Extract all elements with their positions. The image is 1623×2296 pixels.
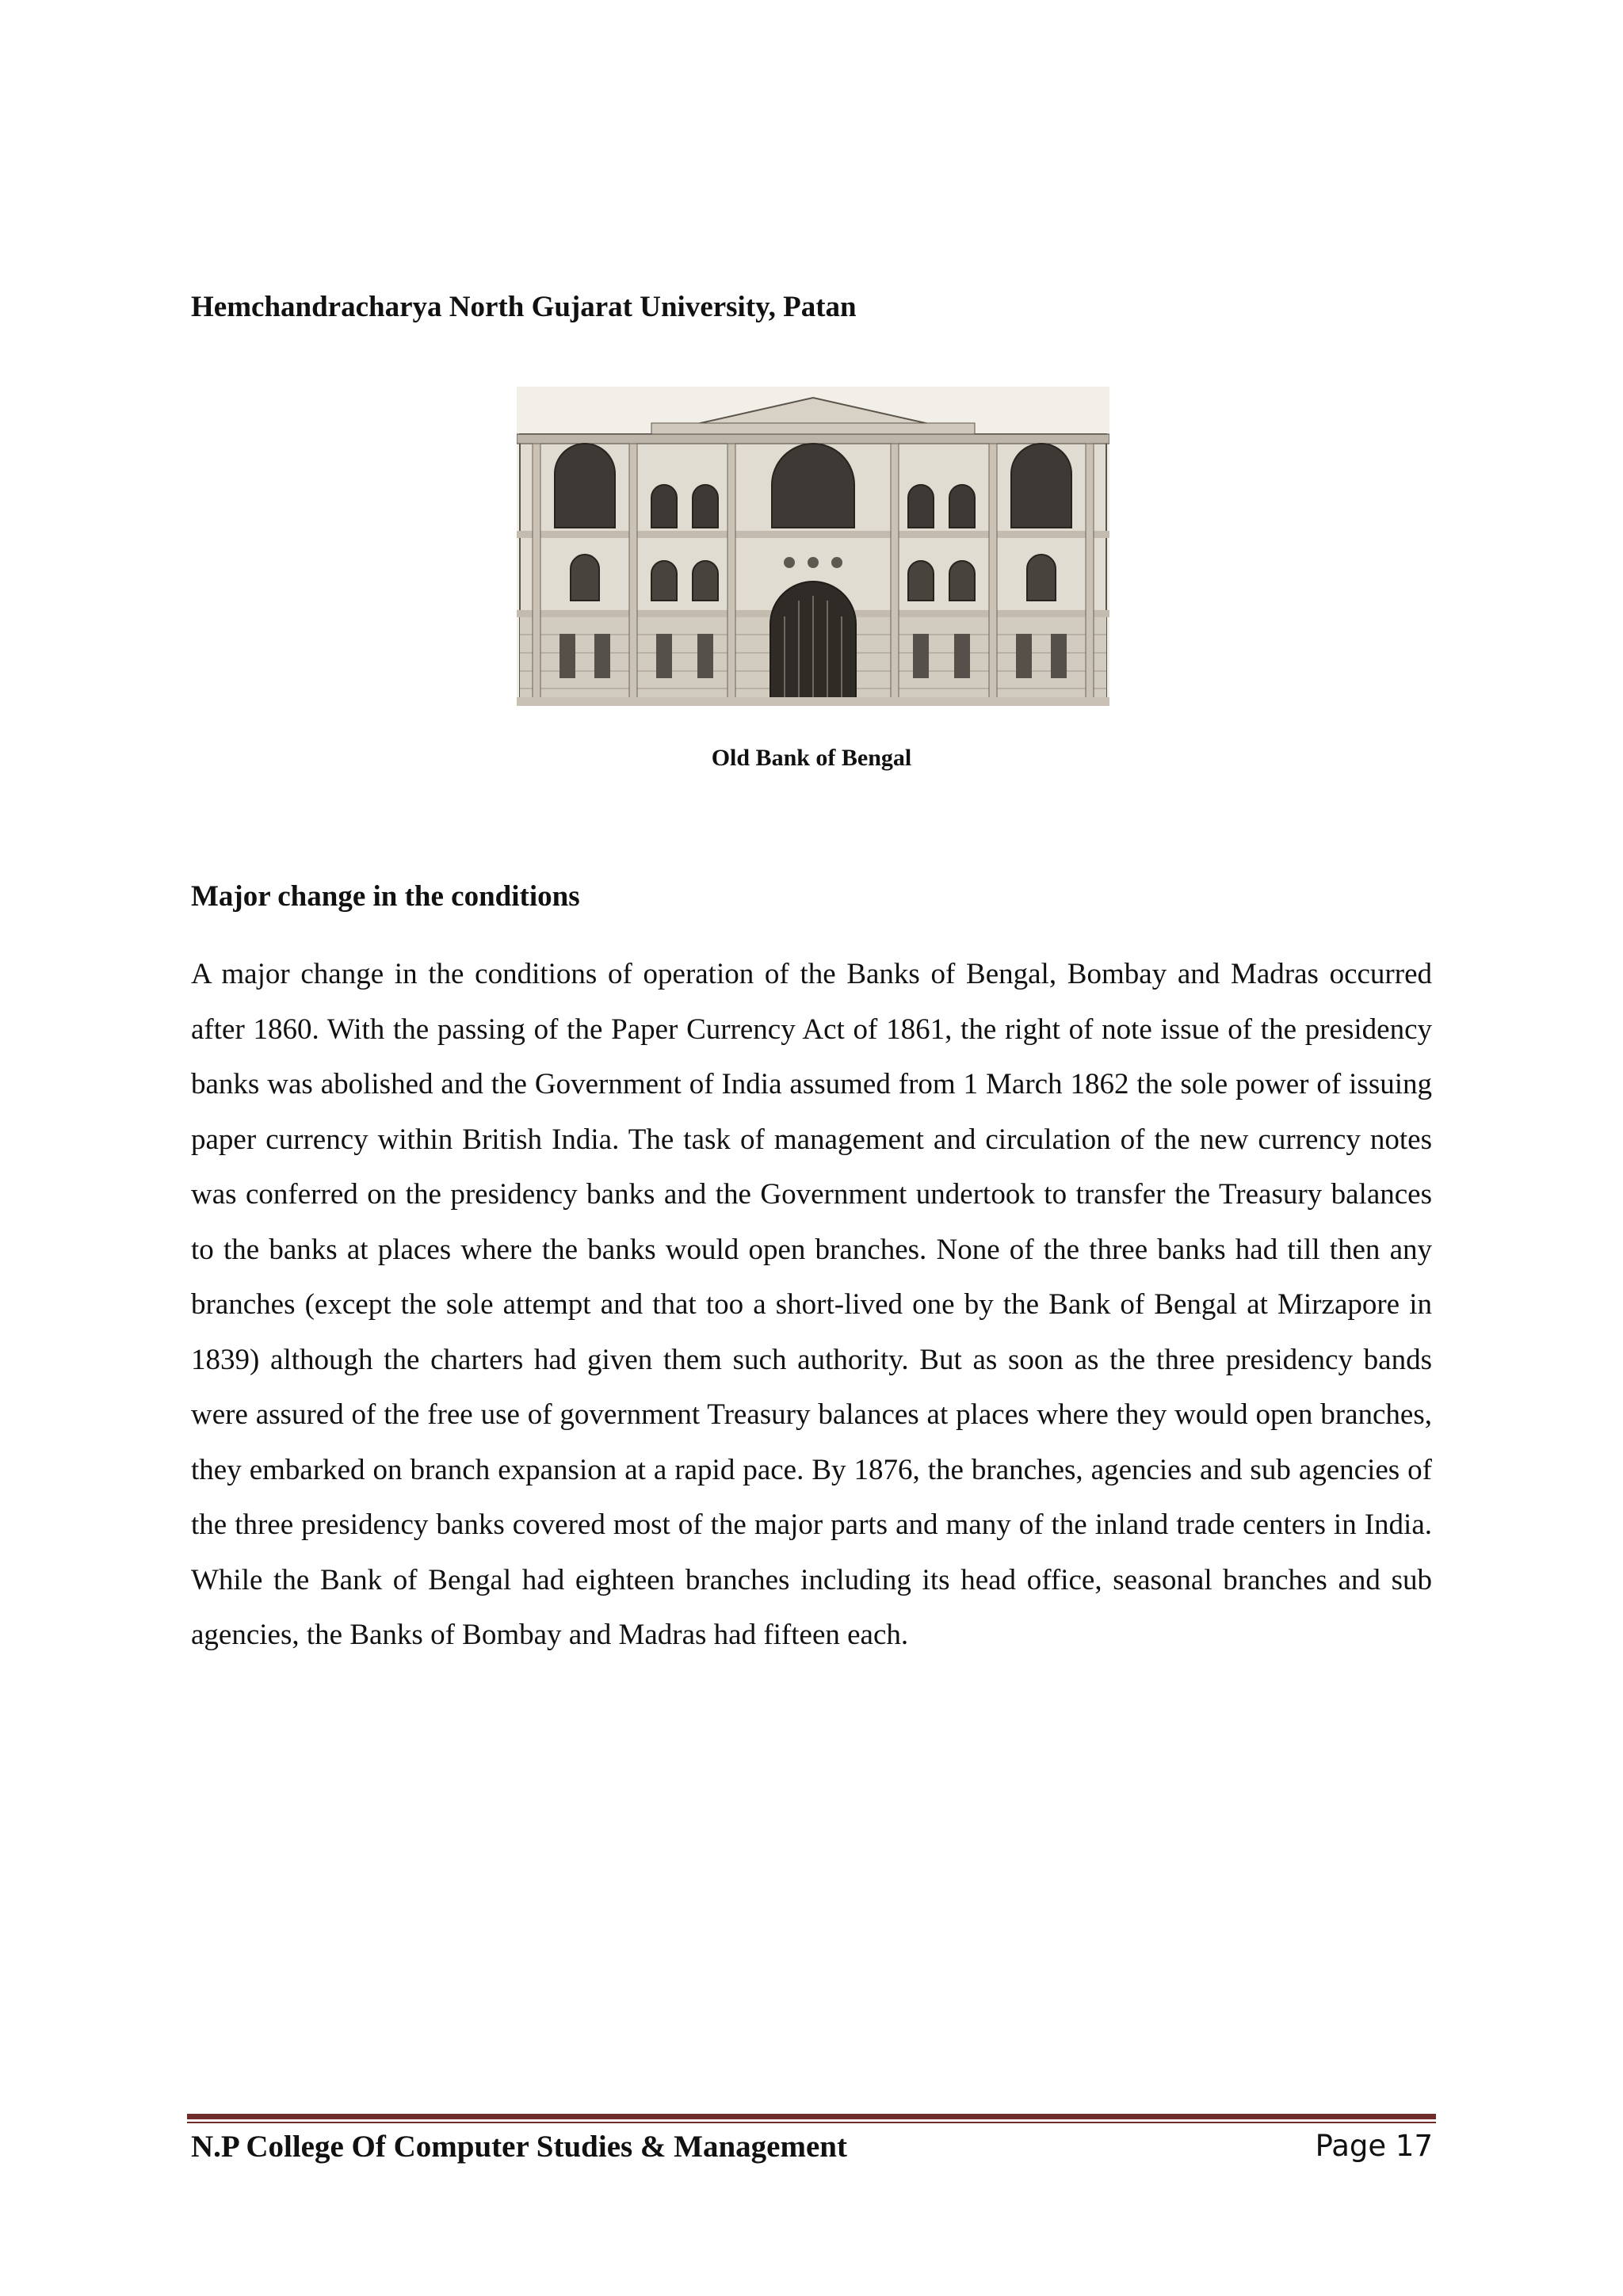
figure-caption: Old Bank of Bengal <box>711 745 912 771</box>
building-illustration <box>517 387 1109 706</box>
page-header-university: Hemchandracharya North Gujarat University, Patan <box>191 291 857 323</box>
body-paragraph: A major change in the conditions of operation of the Banks of Bengal, Bombay and Madras occurred after 1860. With the passing of the Paper Currency Act of 1861, the right of note issue of the presidency banks was abolished and the Government of India assumed from 1 March 1862 the sole power of issuing paper currency within British India. The task of management and circulation of the new currency notes was conferred on the presidency banks and the Government undertook to transfer the Treasury balances to the banks at places where the banks would open branches. None of the three banks had till then any branches (except the sole attempt and that too a short-lived one by the Bank of Bengal at Mirzapore in 1839) although the charters had given them such authority. But as soon as the three presidency bands were assured of the free use of government Treasury balances at places where they would open branches, they embarked on branch expansion at a rapid pace. By 1876, the branches, agencies and sub agencies of the three presidency banks covered most of the major parts and many of the inland trade centers in India. While the Bank of Bengal had eighteen branches including its head office, seasonal branches and sub agencies, the Banks of Bombay and Madras had fifteen each. <box>191 958 1432 1651</box>
footer-college-name: N.P College Of Computer Studies & Management <box>191 2130 847 2164</box>
section-heading: Major change in the conditions <box>191 880 580 913</box>
footer-rule <box>187 2114 1436 2123</box>
page-number: Page 17 <box>1315 2129 1433 2163</box>
